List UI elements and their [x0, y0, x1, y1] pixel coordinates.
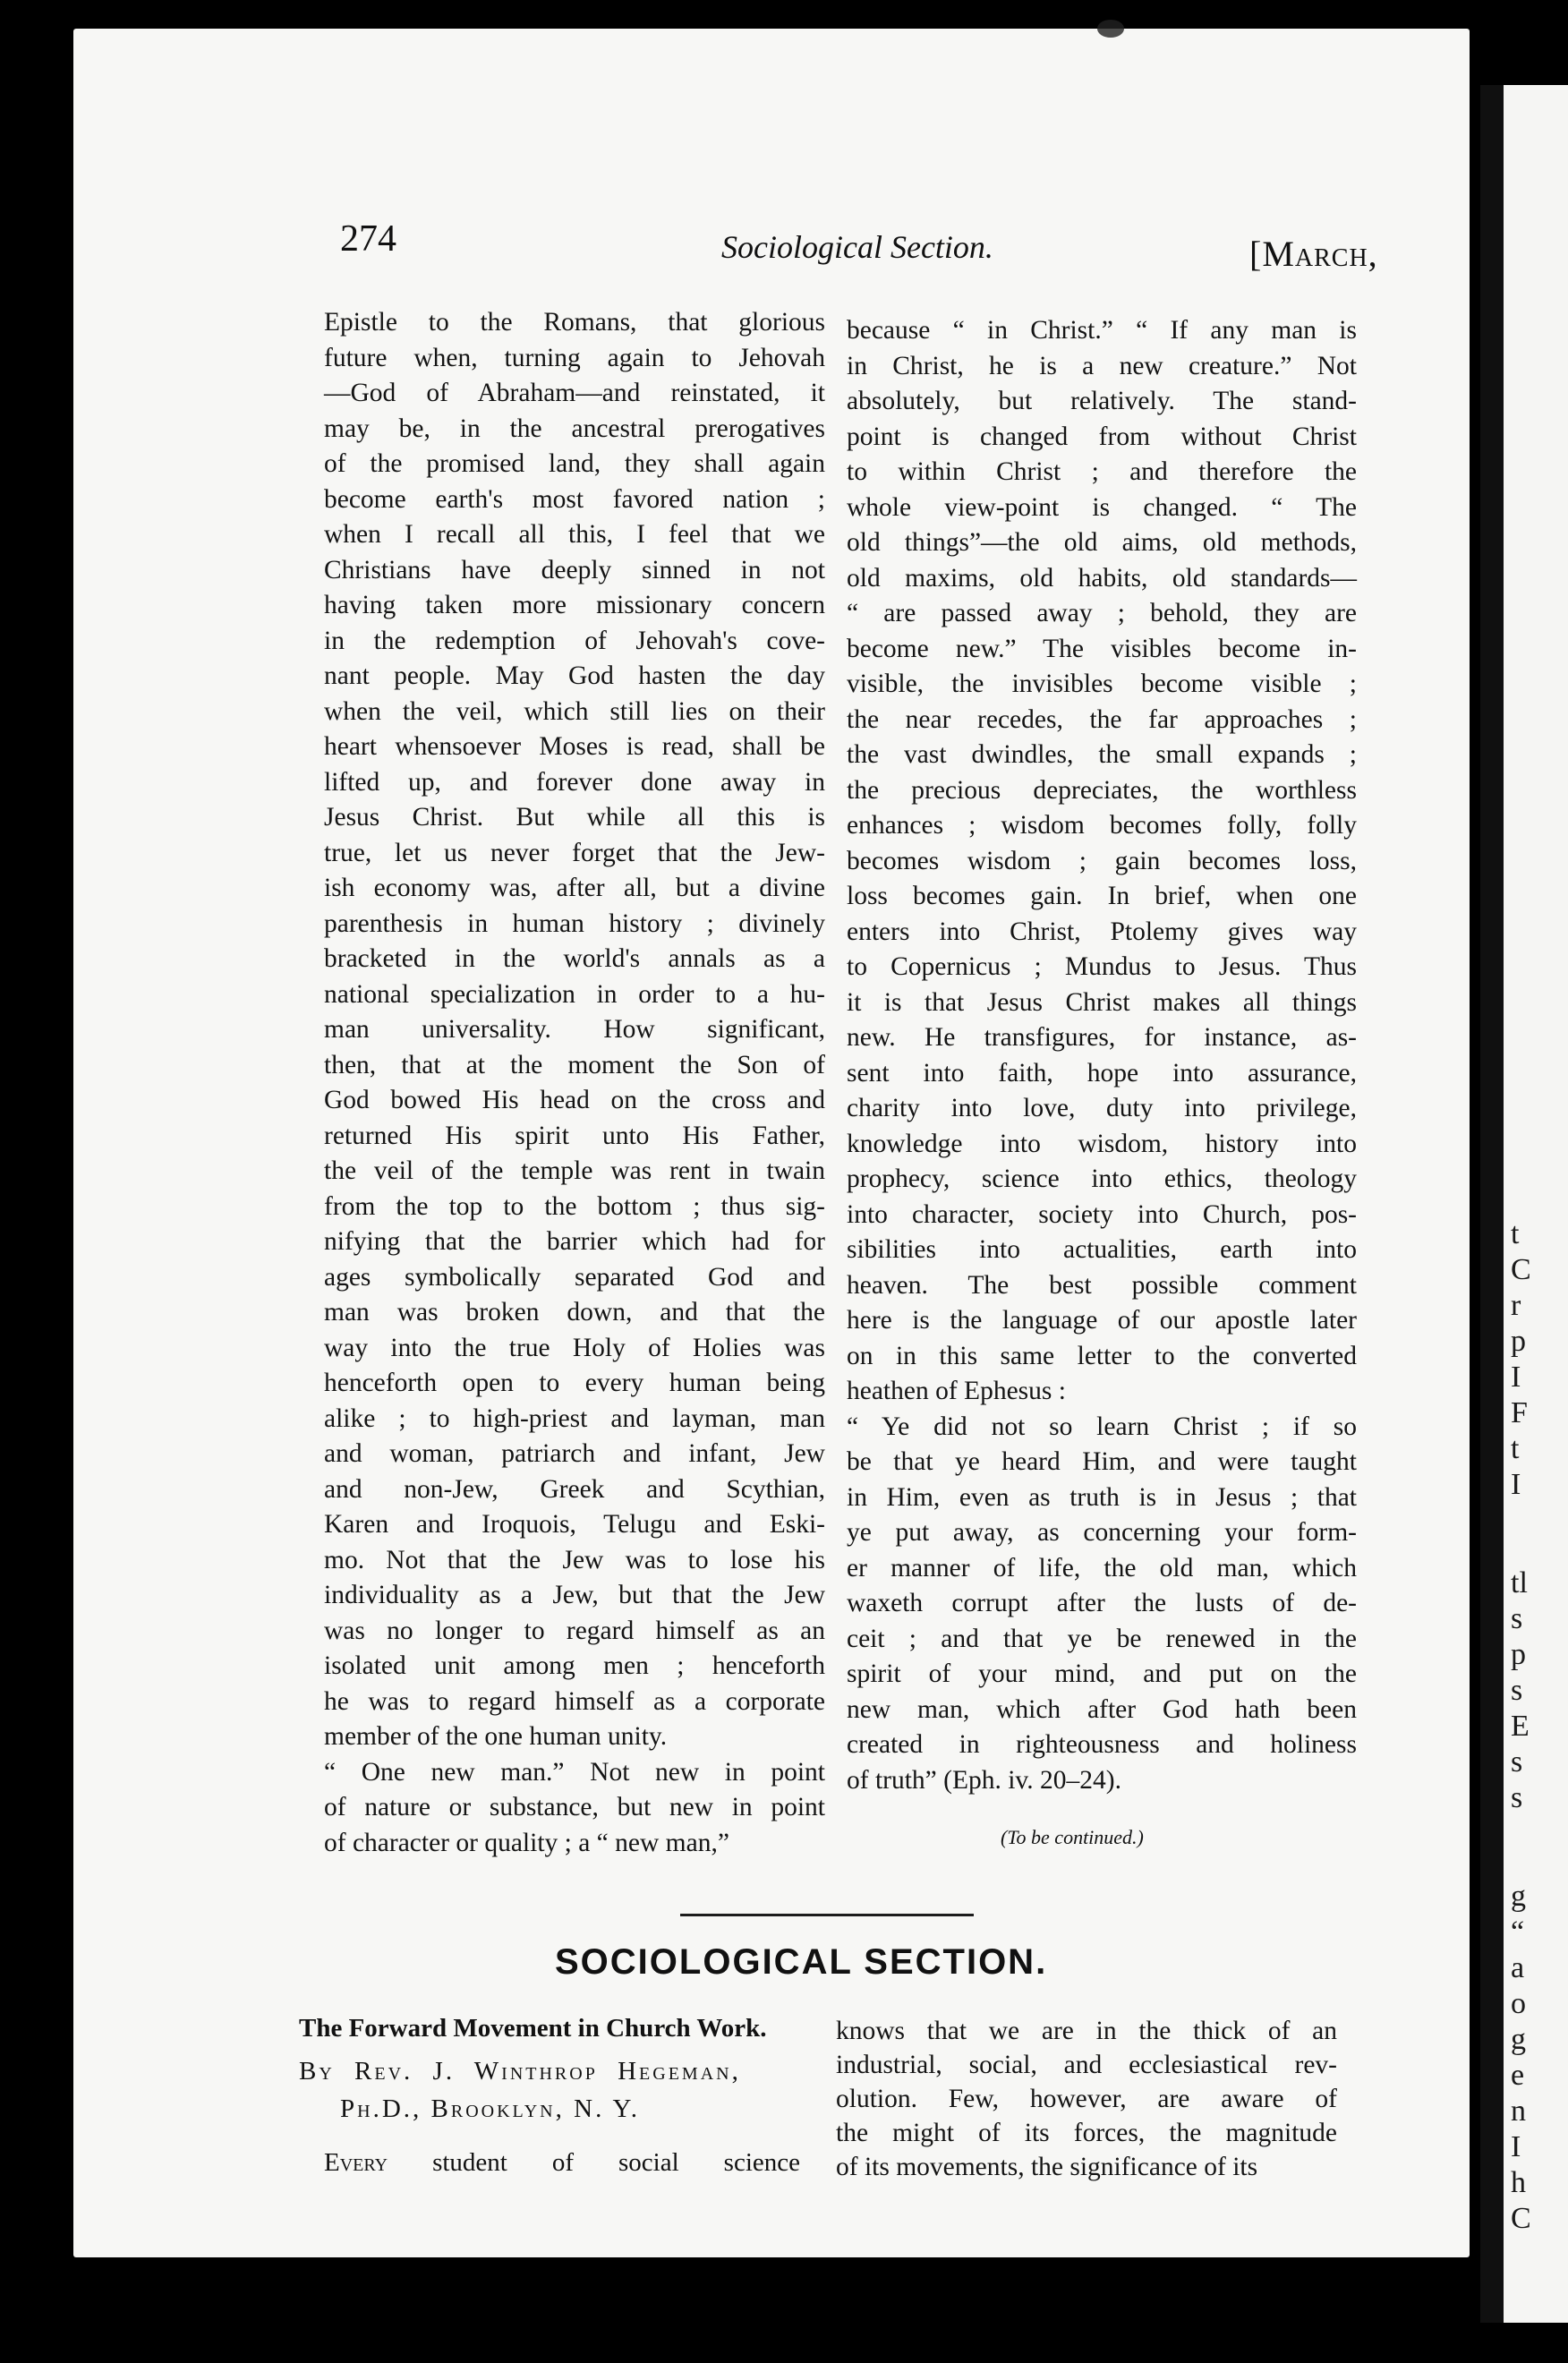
- text-line: into character, society into Church, pos-: [847, 1199, 1357, 1229]
- right-text-column: [847, 313, 1357, 1798]
- text-line: Epistle to the Romans, that glorious: [324, 308, 825, 337]
- text-line: Jesus Christ. But while all this is: [324, 803, 825, 832]
- text-line: true, let us never forget that the Jew-: [324, 838, 825, 867]
- text-line: knows that we are in the thick of an: [836, 2017, 1337, 2045]
- adjacent-page-fragment: tl: [1511, 1566, 1528, 1600]
- text-line: of truth” (Eph. iv. 20–24).: [847, 1765, 1121, 1795]
- text-line: nant people. May God hasten the day: [324, 661, 825, 690]
- text-line: spirit of your mind, and put on the: [847, 1659, 1357, 1688]
- text-line: heathen of Ephesus :: [847, 1377, 1066, 1405]
- text-line: was no longer to regard himself as an: [324, 1616, 825, 1645]
- text-line: new man, which after God hath been: [847, 1694, 1357, 1724]
- text-line: be that ye heard Him, and were taught: [847, 1447, 1357, 1476]
- text-line: isolated unit among men ; henceforth: [324, 1651, 825, 1680]
- text-line: “ One new man.” Not new in point: [324, 1757, 825, 1787]
- adjacent-page-fragment: s: [1511, 1674, 1523, 1707]
- text-line: “ Ye did not so learn Christ ; if so: [847, 1412, 1357, 1441]
- text-line: of its movements, the significance of its: [836, 2153, 1258, 2181]
- adjacent-page-fragment: “: [1511, 1915, 1525, 1949]
- adjacent-page-fragment: I: [1511, 1468, 1521, 1501]
- text-line: visible, the invisibles become visible ;: [847, 670, 1357, 698]
- text-line: may be, in the ancestral prerogatives: [324, 414, 825, 443]
- text-line: waxeth corrupt after the lusts of de-: [847, 1589, 1357, 1617]
- text-line: lifted up, and forever done away in: [324, 767, 825, 797]
- article-author-line-2: Ph.D., Brooklyn, N. Y.: [340, 2094, 640, 2123]
- text-line: absolutely, but relatively. The stand-: [847, 387, 1357, 415]
- text-line: sibilities into actualities, earth into: [847, 1235, 1357, 1264]
- text-line: from the top to the bottom ; thus sig-: [324, 1191, 825, 1221]
- article-author-line-1: By Rev. J. Winthrop Hegeman,: [299, 2057, 741, 2086]
- text-line: returned His spirit unto His Father,: [324, 1121, 825, 1150]
- text-line: and woman, patriarch and infant, Jew: [324, 1439, 825, 1468]
- text-line: Christians have deeply sinned in not: [324, 555, 825, 584]
- text-line: of nature or substance, but new in point: [324, 1793, 825, 1821]
- text-line: having taken more missionary concern: [324, 591, 825, 619]
- ink-smudge: [1097, 20, 1124, 38]
- text-line: enhances ; wisdom becomes folly, folly: [847, 811, 1357, 840]
- adjacent-page-fragment: o: [1511, 1987, 1526, 2020]
- text-line: the near recedes, the far approaches ;: [847, 704, 1357, 734]
- text-line: heart whensoever Moses is read, shall be: [324, 732, 825, 761]
- text-line: knowledge into wisdom, history into: [847, 1129, 1357, 1158]
- adjacent-page-fragment: I: [1511, 1361, 1521, 1394]
- adjacent-page-fragment: r: [1511, 1289, 1521, 1322]
- adjacent-page-fragment: C: [1511, 2202, 1531, 2235]
- text-line: charity into love, duty into privilege,: [847, 1094, 1357, 1122]
- text-line: of character or quality ; a “ new man,”: [324, 1828, 729, 1857]
- text-line: and non-Jew, Greek and Scythian,: [324, 1474, 825, 1504]
- adjacent-page: [1480, 85, 1568, 2323]
- text-line: in Christ, he is a new creature.” Not: [847, 351, 1357, 380]
- adjacent-page-fragment: t: [1511, 1217, 1520, 1250]
- text-line: —God of Abraham—and reinstated, it: [324, 379, 825, 407]
- page-number: 274: [340, 218, 396, 260]
- adjacent-page-fragment: p: [1511, 1638, 1526, 1671]
- text-line: way into the true Holy of Holies was: [324, 1333, 825, 1362]
- adjacent-page-fragment: s: [1511, 1745, 1523, 1779]
- section-heading: SOCIOLOGICAL SECTION.: [555, 1942, 1048, 1982]
- text-line: the precious depreciates, the worthless: [847, 775, 1357, 805]
- book-spine: [1480, 85, 1504, 2323]
- text-line: member of the one human unity.: [324, 1722, 668, 1751]
- text-line: “ are passed away ; behold, they are: [847, 599, 1357, 627]
- text-line: future when, turning again to Jehovah: [324, 343, 825, 372]
- text-line: olution. Few, however, are aware of: [836, 2085, 1337, 2113]
- text-line: individuality as a Jew, but that the Jew: [324, 1581, 825, 1609]
- adjacent-page-fragment: I: [1511, 2130, 1521, 2163]
- article-opening-line: [324, 2148, 800, 2178]
- text-line: heaven. The best possible comment: [847, 1270, 1357, 1300]
- text-line: er manner of life, the old man, which: [847, 1553, 1357, 1582]
- text-line: Karen and Iroquois, Telugu and Eski-: [324, 1510, 825, 1539]
- adjacent-page-fragment: F: [1511, 1396, 1528, 1429]
- text-line: the veil of the temple was rent in twain: [324, 1156, 825, 1185]
- text-line: man universality. How significant,: [324, 1015, 825, 1044]
- text-line: loss becomes gain. In brief, when one: [847, 882, 1357, 910]
- text-line: to Copernicus ; Mundus to Jesus. Thus: [847, 952, 1357, 981]
- adjacent-page-fragment: e: [1511, 2059, 1525, 2092]
- article-title: The Forward Movement in Church Work.: [299, 2014, 767, 2043]
- article-right-column: [836, 2014, 1337, 2184]
- text-line: prophecy, science into ethics, theology: [847, 1164, 1357, 1193]
- text-line: then, that at the moment the Son of: [324, 1050, 825, 1079]
- text-line: here is the language of our apostle later: [847, 1306, 1357, 1335]
- text-line: parenthesis in human history ; divinely: [324, 909, 825, 938]
- text-line: old things”—the old aims, old methods,: [847, 528, 1357, 557]
- adjacent-page-fragment: n: [1511, 2094, 1526, 2128]
- text-line: when the veil, which still lies on their: [324, 696, 825, 726]
- text-line: ceit ; and that ye be renewed in the: [847, 1624, 1357, 1653]
- text-line: point is changed from without Christ: [847, 422, 1357, 451]
- left-text-column: [324, 305, 825, 1861]
- text-line: national specialization in order to a hu-: [324, 979, 825, 1009]
- text-line: God bowed His head on the cross and: [324, 1086, 825, 1114]
- text-line: when I recall all this, I feel that we: [324, 520, 825, 549]
- text-line: created in righteousness and holiness: [847, 1730, 1357, 1759]
- opening-first-word: Every: [324, 2148, 388, 2177]
- text-line: bracketed in the world's annals as a: [324, 944, 825, 973]
- text-line: ye put away, as concerning your form-: [847, 1518, 1357, 1547]
- adjacent-page-fragment: s: [1511, 1781, 1523, 1814]
- text-line: ages symbolically separated God and: [324, 1262, 825, 1292]
- text-line: whole view-point is changed. “ The: [847, 492, 1357, 522]
- text-line: the vast dwindles, the small expands ;: [847, 740, 1357, 769]
- text-line: ish economy was, after all, but a divine: [324, 874, 825, 902]
- text-line: enters into Christ, Ptolemy gives way: [847, 917, 1357, 946]
- text-line: become earth's most favored nation ;: [324, 484, 825, 514]
- text-line: becomes wisdom ; gain becomes loss,: [847, 846, 1357, 875]
- adjacent-page-fragment: a: [1511, 1951, 1525, 1984]
- text-line: alike ; to high-priest and layman, man: [324, 1403, 825, 1433]
- text-line: man was broken down, and that the: [324, 1298, 825, 1327]
- text-line: old maxims, old habits, old standards—: [847, 563, 1357, 593]
- adjacent-page-fragment: g: [1511, 2023, 1526, 2056]
- text-line: in Him, even as truth is in Jesus ; that: [847, 1482, 1357, 1512]
- text-line: because “ in Christ.” “ If any man is: [847, 316, 1357, 345]
- adjacent-page-fragment: t: [1511, 1432, 1520, 1465]
- text-line: on in this same letter to the converted: [847, 1341, 1357, 1370]
- running-month: [March,: [1249, 234, 1378, 274]
- text-line: new. He transfigures, for instance, as-: [847, 1023, 1357, 1052]
- text-line: he was to regard himself as a corporate: [324, 1686, 825, 1716]
- text-line: the might of its forces, the magnitude: [836, 2119, 1337, 2147]
- text-line: it is that Jesus Christ makes all things: [847, 987, 1357, 1017]
- running-title: Sociological Section.: [721, 229, 993, 265]
- to-be-continued-note: (To be continued.): [1001, 1826, 1144, 1848]
- text-line: mo. Not that the Jew was to lose his: [324, 1545, 825, 1574]
- text-line: nifying that the barrier which had for: [324, 1227, 825, 1256]
- text-line: to within Christ ; and therefore the: [847, 457, 1357, 486]
- section-divider: [680, 1914, 974, 1916]
- adjacent-page-fragment: p: [1511, 1325, 1526, 1358]
- adjacent-page-fragment: C: [1511, 1253, 1531, 1286]
- text-line: become new.” The visibles become in-: [847, 634, 1357, 663]
- text-line: industrial, social, and ecclesiastical rev-: [836, 2051, 1337, 2079]
- adjacent-page-fragment: h: [1511, 2166, 1526, 2199]
- text-line: in the redemption of Jehovah's cove-: [324, 626, 825, 655]
- text-line: of the promised land, they shall again: [324, 449, 825, 478]
- opening-rest: student of social science: [432, 2148, 801, 2177]
- adjacent-page-fragment: E: [1511, 1710, 1530, 1743]
- adjacent-page-fragment: s: [1511, 1602, 1523, 1635]
- text-line: sent into faith, hope into assurance,: [847, 1058, 1357, 1088]
- text-line: henceforth open to every human being: [324, 1369, 825, 1397]
- adjacent-page-fragment: g: [1511, 1880, 1526, 1913]
